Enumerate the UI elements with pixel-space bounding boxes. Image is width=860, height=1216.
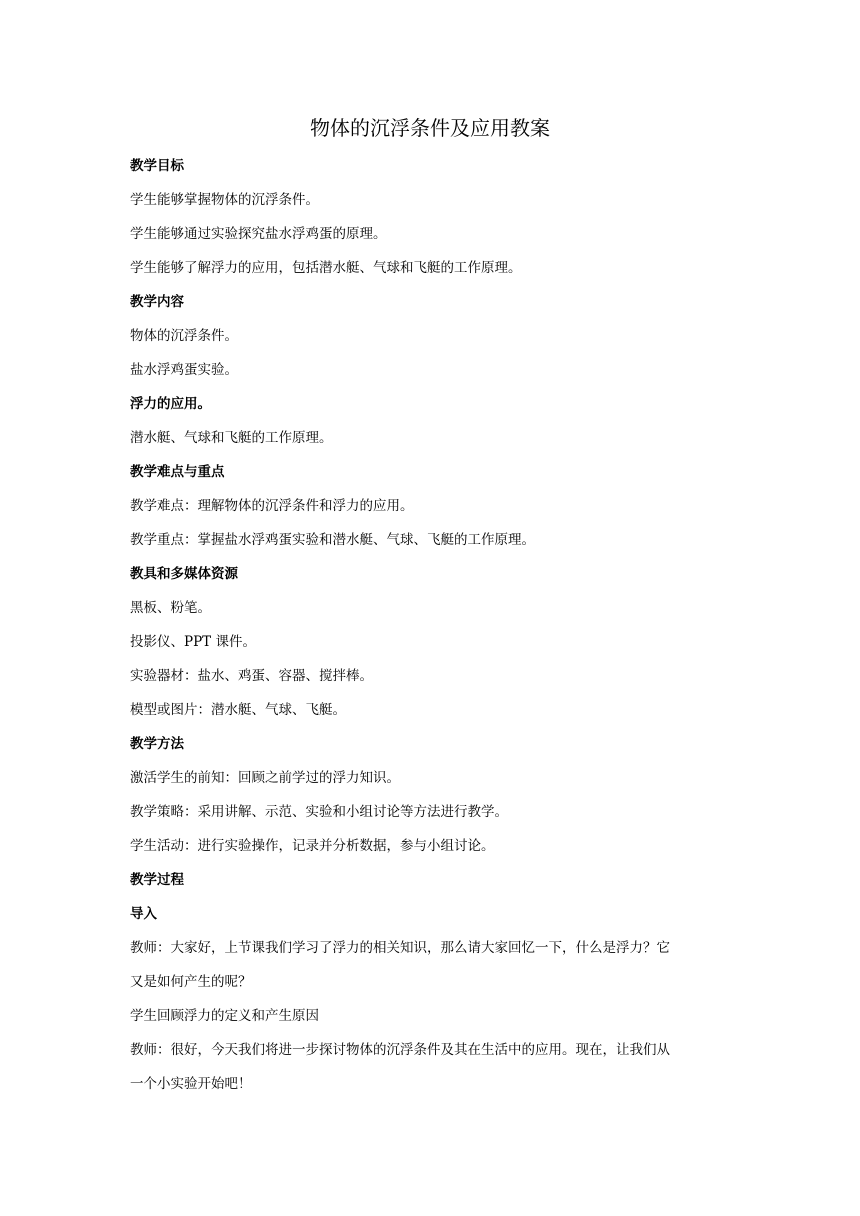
paragraph-line: 学生能够掌握物体的沉浮条件。 <box>130 192 319 208</box>
section-heading-buoyancy-applications: 浮力的应用。 <box>130 396 211 412</box>
paragraph-line: 学生能够通过实验探究盐水浮鸡蛋的原理。 <box>130 226 387 242</box>
paragraph-line: 物体的沉浮条件。 <box>130 328 238 344</box>
section-heading-resources: 教具和多媒体资源 <box>130 566 238 582</box>
section-heading-content: 教学内容 <box>130 294 184 310</box>
paragraph-line: 实验器材：盐水、鸡蛋、容器、搅拌棒。 <box>130 668 373 684</box>
paragraph-line: 模型或图片：潜水艇、气球、飞艇。 <box>130 702 346 718</box>
paragraph-line: 教学重点：掌握盐水浮鸡蛋实验和潜水艇、气球、飞艇的工作原理。 <box>130 532 535 548</box>
section-heading-objectives: 教学目标 <box>130 158 184 174</box>
paragraph-line: 学生活动：进行实验操作，记录并分析数据，参与小组讨论。 <box>130 838 495 854</box>
paragraph-line: 学生能够了解浮力的应用，包括潜水艇、气球和飞艇的工作原理。 <box>130 260 522 276</box>
paragraph-line: 又是如何产生的呢？ <box>130 974 252 990</box>
document-title: 物体的沉浮条件及应用教案 <box>310 116 550 140</box>
subsection-heading-intro: 导入 <box>130 906 157 922</box>
paragraph-line: 教学难点：理解物体的沉浮条件和浮力的应用。 <box>130 498 414 514</box>
paragraph-line: 一个小实验开始吧！ <box>130 1076 252 1092</box>
paragraph-line: 教师：大家好，上节课我们学习了浮力的相关知识，那么请大家回忆一下，什么是浮力？它 <box>130 940 670 956</box>
section-heading-difficulty-focus: 教学难点与重点 <box>130 464 225 480</box>
paragraph-line: 学生回顾浮力的定义和产生原因 <box>130 1008 319 1024</box>
section-heading-process: 教学过程 <box>130 872 184 888</box>
paragraph-line: 黑板、粉笔。 <box>130 600 211 616</box>
paragraph-line: 教师：很好，今天我们将进一步探讨物体的沉浮条件及其在生活中的应用。现在，让我们从 <box>130 1042 670 1058</box>
paragraph-line: 潜水艇、气球和飞艇的工作原理。 <box>130 430 333 446</box>
paragraph-line: 激活学生的前知：回顾之前学过的浮力知识。 <box>130 770 400 786</box>
paragraph-line: 投影仪、PPT 课件。 <box>130 634 256 650</box>
paragraph-line: 盐水浮鸡蛋实验。 <box>130 362 238 378</box>
section-heading-methods: 教学方法 <box>130 736 184 752</box>
paragraph-line: 教学策略：采用讲解、示范、实验和小组讨论等方法进行教学。 <box>130 804 508 820</box>
